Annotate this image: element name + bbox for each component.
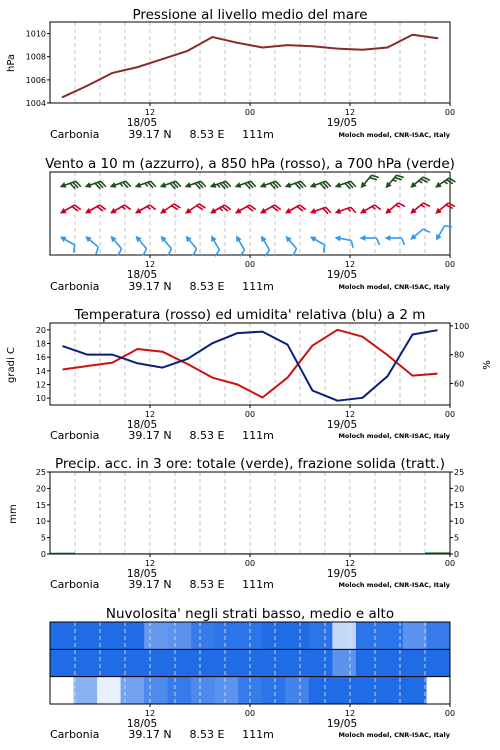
wind-barb (334, 177, 356, 193)
pressure-point (87, 85, 89, 87)
cloud-cell (215, 677, 239, 704)
y-tick-label: 10 (35, 517, 46, 527)
date-label: 19/05 (326, 718, 358, 730)
wind-barb (408, 199, 430, 220)
barb-arrowhead (233, 208, 241, 216)
pressure-frame (50, 22, 450, 103)
date-label: 18/05 (126, 718, 158, 730)
cloud-cell (121, 622, 145, 649)
cloud-cell (144, 649, 168, 676)
barb-arrowhead (108, 208, 116, 216)
cloud-cell (144, 677, 168, 704)
station-lat: 39.17 N (128, 280, 172, 293)
wind-barb (433, 174, 455, 194)
barb-half-flag (421, 204, 425, 208)
cloud-cell (403, 677, 427, 704)
barb-arrowhead (360, 235, 366, 241)
cloud-cell (50, 622, 74, 649)
barb-arrowhead (385, 235, 391, 241)
y-tick-label-right: 0 (454, 550, 460, 559)
cloud-cell (309, 649, 333, 676)
cloud-cell (356, 622, 380, 649)
cloud-cell (215, 649, 239, 676)
cloud-cell (426, 649, 450, 676)
barb-half-flag (393, 179, 397, 183)
pressure-point (262, 47, 264, 49)
wind-barb (433, 199, 455, 220)
barb-flag (125, 204, 131, 212)
cloud-cell (332, 622, 356, 649)
barb-arrowhead (83, 208, 91, 216)
wind-barb (83, 201, 105, 220)
y-tick-label-right: 15 (454, 500, 465, 510)
pressure-point (137, 66, 139, 68)
date-label: 19/05 (326, 568, 358, 580)
date-label: 18/05 (126, 568, 158, 580)
wind-barb (158, 200, 180, 220)
y-tick-label: 1008 (25, 52, 46, 62)
model-credit: Moloch model, CNR-ISAC, Italy (338, 283, 450, 291)
cloud-cell (121, 677, 145, 704)
pressure-point (362, 49, 364, 51)
barb-half-flag (396, 204, 400, 208)
y-tick-label-right: 80 (454, 350, 465, 360)
wind-barb (280, 234, 301, 256)
cloud-title: Nuvolosita' negli strati basso, medio e alto (105, 606, 395, 622)
wind-barb (333, 235, 354, 248)
y-tick-label: 20 (35, 484, 46, 494)
pressure-title: Pressione al livello medio del mare (132, 7, 368, 23)
date-label: 19/05 (326, 117, 358, 129)
barb-arrowhead (84, 182, 92, 190)
barb-arrowhead (159, 182, 167, 190)
station-name: Carbonia (50, 128, 100, 141)
cloud-cell (50, 677, 74, 704)
station-lon: 8.53 E (189, 728, 225, 741)
temp-ylabel: gradi C (6, 347, 17, 383)
wind-barb (205, 234, 224, 256)
pressure-ylabel: hPa (6, 53, 17, 73)
pressure-point (187, 50, 189, 52)
date-label: 19/05 (326, 269, 358, 281)
station-elev: 111m (242, 728, 274, 741)
y-tick-label: 12 (35, 380, 46, 390)
x-tick-label: 12 (144, 260, 156, 269)
wind-barb (84, 177, 106, 193)
cloud-cell (168, 622, 192, 649)
model-credit: Moloch model, CNR-ISAC, Italy (338, 131, 450, 139)
x-tick-label: 00 (244, 559, 256, 568)
barb-arrowhead (233, 234, 241, 242)
barb-arrowhead (184, 182, 192, 190)
wind-title: Vento a 10 m (azzurro), a 850 hPa (rosso), a 700 hPa (verde) (45, 156, 455, 172)
wind-barb (130, 234, 151, 256)
cloud-cell (144, 622, 168, 649)
x-tick-label: 00 (444, 260, 456, 269)
wind-barb (383, 171, 404, 193)
x-tick-label: 12 (344, 559, 356, 568)
station-lat: 39.17 N (128, 429, 172, 442)
x-tick-label: 12 (344, 260, 356, 269)
cloud-cell (74, 622, 98, 649)
barb-arrowhead (234, 182, 242, 190)
cloud-cell (426, 677, 450, 704)
pressure-point (237, 42, 239, 44)
wind-barb (209, 177, 231, 193)
pressure-point (437, 37, 439, 39)
barb-arrowhead (358, 208, 366, 216)
wind-barb (208, 201, 230, 220)
wind-barb (159, 177, 181, 193)
y-tick-label: 1004 (25, 99, 46, 108)
y-tick-label-right: 5 (454, 533, 460, 543)
station-elev: 111m (242, 429, 274, 442)
x-tick-label: 12 (344, 108, 356, 117)
barb-arrowhead (334, 208, 342, 216)
model-credit: Moloch model, CNR-ISAC, Italy (338, 432, 450, 440)
cloud-cell (215, 622, 239, 649)
barb-arrowhead (283, 208, 291, 216)
wind-barb (383, 199, 405, 220)
wind-barb (255, 234, 274, 256)
model-credit: Moloch model, CNR-ISAC, Italy (338, 731, 450, 739)
y-tick-label: 1006 (25, 75, 46, 85)
date-label: 18/05 (126, 419, 158, 431)
barb-arrowhead (258, 234, 266, 242)
y-tick-label: 14 (35, 366, 46, 376)
wind-barb (283, 201, 305, 220)
y-tick-label-right: 20 (454, 484, 465, 494)
cloud-cell (74, 649, 98, 676)
station-lat: 39.17 N (128, 728, 172, 741)
barb-flag (402, 238, 405, 245)
wind-barb (59, 177, 81, 193)
pressure-point (162, 58, 164, 60)
x-tick-label: 12 (144, 410, 156, 419)
x-tick-label: 12 (144, 709, 156, 718)
barb-flag (423, 227, 430, 234)
barb-arrowhead (109, 182, 117, 190)
station-name: Carbonia (50, 429, 100, 442)
wind-barb (108, 201, 130, 220)
cloud-cell (74, 677, 98, 704)
wind-barb (334, 203, 356, 219)
barb-flag (150, 204, 156, 212)
cloud-cell (97, 622, 121, 649)
wind-barb (155, 234, 176, 256)
y-tick-label: 5 (40, 533, 46, 543)
cloud-cell (191, 622, 215, 649)
wind-barb (408, 225, 430, 246)
cloud-cell (285, 649, 309, 676)
barb-arrowhead (58, 208, 66, 216)
station-name: Carbonia (50, 728, 100, 741)
barb-arrowhead (59, 182, 67, 190)
y-tick-label: 10 (35, 394, 46, 404)
x-tick-label: 00 (244, 410, 256, 419)
station-name: Carbonia (50, 578, 100, 591)
barb-arrowhead (58, 234, 66, 242)
barb-flag (321, 245, 327, 253)
barb-arrowhead (133, 208, 141, 216)
barb-arrowhead (208, 234, 216, 242)
wind-barb (134, 177, 156, 193)
cloud-cell (262, 649, 286, 676)
x-tick-label: 00 (444, 108, 456, 117)
pressure-point (312, 45, 314, 47)
wind-barb (230, 234, 249, 256)
y-tick-label-right: 100 (454, 321, 470, 331)
x-tick-label: 12 (144, 559, 156, 568)
x-tick-label: 00 (244, 709, 256, 718)
y-tick-label: 1010 (25, 29, 46, 39)
cloud-cell (285, 677, 309, 704)
barb-flag (94, 247, 101, 254)
station-elev: 111m (242, 280, 274, 293)
barb-arrowhead (308, 234, 316, 242)
wind-barb (58, 201, 80, 220)
cloud-cell (426, 622, 450, 649)
pressure-point (112, 72, 114, 74)
cloud-cell (262, 677, 286, 704)
y-tick-label: 0 (40, 550, 46, 559)
barb-arrowhead (309, 182, 317, 190)
pressure-point (412, 34, 414, 36)
x-tick-label: 00 (444, 709, 456, 718)
barb-flag (375, 204, 381, 212)
station-lat: 39.17 N (128, 128, 172, 141)
precip-frame (50, 472, 450, 554)
station-elev: 111m (242, 128, 274, 141)
x-tick-label: 00 (444, 559, 456, 568)
wind-barb (183, 200, 205, 220)
date-label: 18/05 (126, 269, 158, 281)
pressure-point (387, 47, 389, 49)
pressure-point (212, 36, 214, 38)
date-label: 18/05 (126, 117, 158, 129)
barb-arrowhead (259, 182, 267, 190)
wind-barb (109, 177, 131, 193)
wind-barb (309, 203, 331, 219)
barb-arrowhead (208, 208, 216, 216)
barb-arrowhead (258, 208, 266, 216)
wind-barb (105, 234, 126, 256)
station-lon: 8.53 E (189, 429, 225, 442)
barb-arrowhead (433, 234, 441, 242)
x-tick-label: 12 (344, 709, 356, 718)
cloud-cell (191, 677, 215, 704)
y-tick-label: 16 (35, 353, 46, 363)
wind-barb (258, 201, 280, 220)
wind-barb (309, 177, 331, 193)
cloud-cell (50, 649, 74, 676)
station-lon: 8.53 E (189, 280, 225, 293)
barb-arrowhead (334, 235, 341, 242)
station-elev: 111m (242, 578, 274, 591)
cloud-cell (332, 649, 356, 676)
barb-arrowhead (134, 182, 142, 190)
wind-barb (360, 235, 380, 245)
cloud-cell (309, 677, 333, 704)
cloud-cell (356, 677, 380, 704)
wind-barb (259, 177, 281, 193)
wind-barb (358, 201, 380, 220)
cloud-cell (356, 649, 380, 676)
cloud-cell (191, 649, 215, 676)
wind-barb (433, 222, 452, 244)
cloud-cell (97, 649, 121, 676)
y-tick-label: 15 (35, 500, 46, 510)
x-tick-label: 00 (244, 108, 256, 117)
barb-flag (351, 206, 356, 214)
station-lon: 8.53 E (189, 128, 225, 141)
x-tick-label: 00 (244, 260, 256, 269)
model-credit: Moloch model, CNR-ISAC, Italy (338, 581, 450, 589)
wind-barb (81, 234, 103, 255)
y-tick-label: 20 (35, 325, 46, 335)
barb-arrowhead (334, 182, 342, 190)
date-label: 19/05 (326, 419, 358, 431)
barb-half-flag (419, 180, 423, 184)
precip-ylabel: mm (8, 504, 19, 524)
wind-barb (284, 177, 306, 193)
pressure-point (287, 44, 289, 46)
cloud-cell (309, 622, 333, 649)
barb-half-flag (444, 181, 448, 185)
wind-barb (184, 177, 206, 193)
y-tick-label-right: 25 (454, 468, 465, 477)
cloud-cell (168, 677, 192, 704)
pressure-point (62, 96, 64, 98)
y-tick-label: 18 (35, 339, 46, 349)
wind-barb (133, 201, 155, 220)
cloud-cell (262, 622, 286, 649)
station-lon: 8.53 E (189, 578, 225, 591)
x-tick-label: 12 (344, 410, 356, 419)
wind-barb (180, 234, 201, 256)
wind-barb (233, 201, 255, 220)
humidity-ylabel: % (482, 360, 493, 370)
cloud-cell (97, 677, 121, 704)
barb-flag (71, 245, 77, 253)
barb-arrowhead (209, 182, 217, 190)
cloud-cell (168, 649, 192, 676)
barb-flag (350, 240, 354, 247)
cloud-cell (121, 649, 145, 676)
temp-title: Temperatura (rosso) ed umidita' relativa (blu) a 2 m (74, 307, 426, 323)
x-tick-label: 00 (444, 410, 456, 419)
y-tick-label-right: 10 (454, 517, 465, 527)
temp-frame (50, 323, 450, 405)
precip-title: Precip. acc. in 3 ore: totale (verde), frazione solida (tratt.) (55, 456, 445, 472)
station-lat: 39.17 N (128, 578, 172, 591)
wind-barb (234, 177, 256, 193)
y-tick-label-right: 60 (454, 379, 465, 389)
cloud-cell (403, 649, 427, 676)
station-name: Carbonia (50, 280, 100, 293)
y-tick-label: 25 (35, 468, 46, 477)
cloud-cell (285, 622, 309, 649)
wind-barb (358, 171, 379, 193)
pressure-point (337, 48, 339, 50)
barb-arrowhead (284, 182, 292, 190)
wind-barb (408, 173, 430, 194)
wind-barb (385, 235, 405, 245)
x-tick-label: 12 (144, 108, 156, 117)
barb-flag (445, 223, 453, 229)
cloud-cell (403, 622, 427, 649)
barb-flag (377, 238, 380, 245)
barb-arrowhead (309, 208, 317, 216)
cloud-cell (332, 677, 356, 704)
